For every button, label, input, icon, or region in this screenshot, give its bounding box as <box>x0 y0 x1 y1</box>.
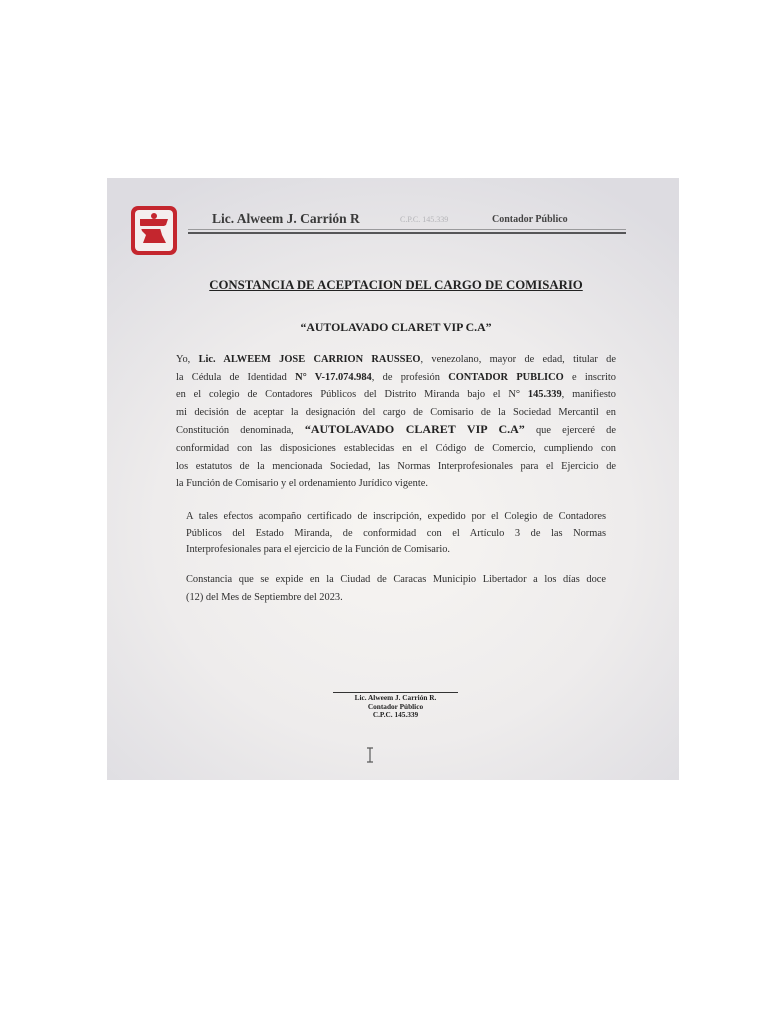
text-segment: que ejerceré de <box>524 425 616 437</box>
text-cursor-icon <box>365 747 375 763</box>
emblem-icon <box>130 205 178 256</box>
company-name-heading: “AUTOLAVADO CLARET VIP C.A” <box>300 320 492 334</box>
text-line <box>186 542 606 559</box>
signature-cpc: C.P.C. 145.339 <box>372 710 419 719</box>
body-paragraph <box>186 571 606 607</box>
text-segment: la Función de Comisario y el ordenamiento Jurídico vigente. <box>176 478 428 490</box>
text-segment: en el colegio de Contadores Públicos del Distrito Miranda bajo el N° <box>176 389 528 401</box>
text-segment: , de profesión <box>371 371 449 383</box>
text-line <box>176 404 616 422</box>
text-segment: e inscrito <box>563 371 616 383</box>
text-segment: mi decisión de aceptar la designación del cargo de Comisario de la Sociedad Mercantil en <box>176 406 616 418</box>
signature-name: Lic. Alweem J. Carrión R. <box>354 693 437 702</box>
text-line <box>176 386 616 404</box>
text-line <box>176 440 616 458</box>
text-segment: Públicos del Estado Miranda, de conformidad con el Artículo 3 de las Normas <box>186 527 606 539</box>
letterhead-cpc: C.P.C. 145.339 <box>400 215 449 224</box>
emphasis-text: CONTADOR PUBLICO <box>448 371 564 383</box>
text-segment: Constancia que se expide en la Ciudad de Caracas Municipio Libertador a los días doce <box>186 574 606 585</box>
body-paragraph <box>176 351 616 493</box>
text-line <box>186 589 606 607</box>
text-segment: , manifiesto <box>561 389 616 401</box>
text-line <box>186 526 606 543</box>
letterhead-name: Lic. Alweem J. Carrión R <box>212 211 360 226</box>
document-title: CONSTANCIA DE ACEPTACION DEL CARGO DE COMISARIO <box>209 278 583 292</box>
text-segment: conformidad con las disposiciones establecidas en el Código de Comercio, cumpliendo con <box>176 442 616 454</box>
body-paragraph <box>186 509 606 559</box>
signature-profession: Contador Público <box>367 701 424 711</box>
emphasis-text: N° V-17.074.984 <box>295 371 372 383</box>
text-line <box>176 475 616 493</box>
text-segment: (12) del Mes de Septiembre del 2023. <box>186 592 343 603</box>
letterhead-divider-thick <box>188 232 626 234</box>
text-line <box>176 369 616 387</box>
emphasis-text: Lic. ALWEEM JOSE CARRION RAUSSEO <box>198 354 421 365</box>
text-segment: , venezolano, mayor de edad, titular de <box>420 354 616 365</box>
text-line <box>186 571 606 589</box>
text-segment: Constitución denominada, <box>176 425 305 437</box>
text-segment: la Cédula de Identidad <box>176 371 296 383</box>
signature-block <box>333 694 458 720</box>
text-line <box>176 351 616 369</box>
text-segment: los estatutos de la mencionada Sociedad, las Normas Interprofesionales para el Ejercicio de <box>176 460 616 472</box>
text-segment: Interprofesionales para el ejercicio de la Función de Comisario. <box>186 544 450 555</box>
emphasis-text: 145.339 <box>527 389 562 401</box>
text-line <box>176 458 616 476</box>
text-line <box>176 421 616 440</box>
letterhead-divider <box>188 229 626 230</box>
text-segment: A tales efectos acompaño certificado de inscripción, expedido por el Colegio de Contadores <box>186 511 606 522</box>
letterhead-profession: Contador Público <box>492 214 568 225</box>
text-line <box>186 509 606 526</box>
emphasis-text: “AUTOLAVADO CLARET VIP C.A” <box>304 422 525 437</box>
document-photo <box>107 178 679 780</box>
text-segment: Yo, <box>176 354 199 365</box>
